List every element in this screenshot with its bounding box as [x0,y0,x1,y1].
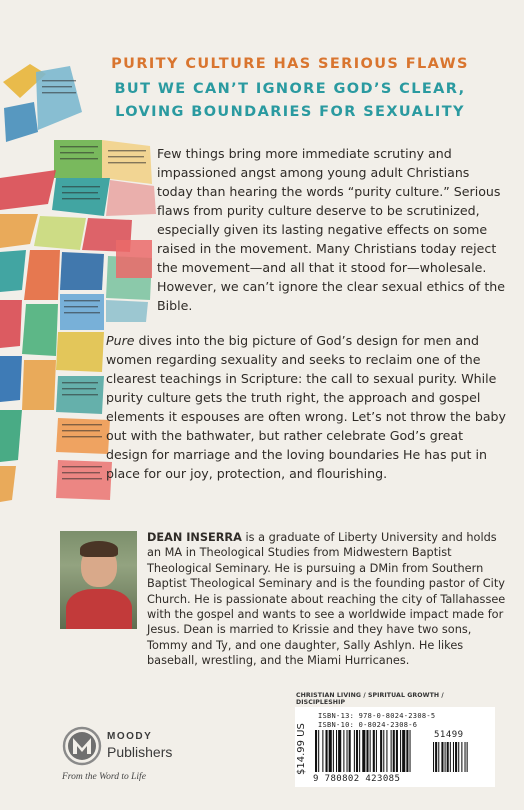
author-photo [60,531,137,629]
description-paragraph [106,331,508,483]
author-name: DEAN INSERRA [147,531,242,544]
price-label: $14.99 US [296,723,307,775]
barcode-addon-number: 51499 [434,730,464,740]
isbn-10: ISBN-10: 0-8024-2308-6 [318,721,418,729]
barcode-number: 9 780802 423085 [313,774,401,784]
author-bio-text: is a graduate of Liberty University and holds an MA in Theological Studies from Midwestern Baptist Theological Seminary. He is pursuing a DMin from Southern Baptist Theological Seminary and is the founding pastor of City Church. He is passionate about reaching the city of Tallahassee with the gospel and wants to see a worldwide impact made for Jesus. Dean is married to Krissie and they have two sons, Tommy and Ty, and one daughter, Sally Ashlyn. He likes baseball, wrestling, and the Miami Hurricanes. [147,531,506,668]
author-bio [147,530,509,669]
book-title-word: Pure [106,333,135,348]
publisher-tagline: From the Word to Life [62,772,146,782]
publisher-name-top: MOODY [107,731,153,742]
headline-line-3: LOVING BOUNDARIES FOR SEXUALITY [115,104,465,120]
headline-line-1: PURITY CULTURE HAS SERIOUS FLAWS [111,56,469,72]
publisher-name-bottom: Publishers [107,744,173,760]
description-text: dives into the big picture of God’s design for men and women regarding sexuality and seeks to reclaim one of the clearest teachings in Scripture: the call to sexual purity. While purity culture gets the truth right, the approach and gospel elements it espouses are often wrong. Let’s not throw the baby out with the bathwater, but rather celebrate God’s great design for marriage and the loving boundaries He has put in place for our joy, protection, and flourishing. [106,333,506,481]
intro-paragraph: Few things bring more immediate scrutiny and impassioned angst among young adult Christians today than hearing the words “purity culture.” Serious flaws from purity culture deserve to be scrutinized, especially given its lasting negative effects on some raised in the movement. Many Christians today reject the movement—and all that it stood for—wholesale. However, we can’t ignore the clear sexual ethics of the Bible. [157,146,506,313]
category-line: CHRISTIAN LIVING / SPIRITUAL GROWTH / DISCIPLESHIP [296,692,444,706]
headline-line-2: BUT WE CAN’T IGNORE GOD’S CLEAR, [114,81,466,97]
isbn-13: ISBN-13: 978-0-8024-2308-5 [318,712,436,720]
moody-logo-icon [62,726,102,766]
